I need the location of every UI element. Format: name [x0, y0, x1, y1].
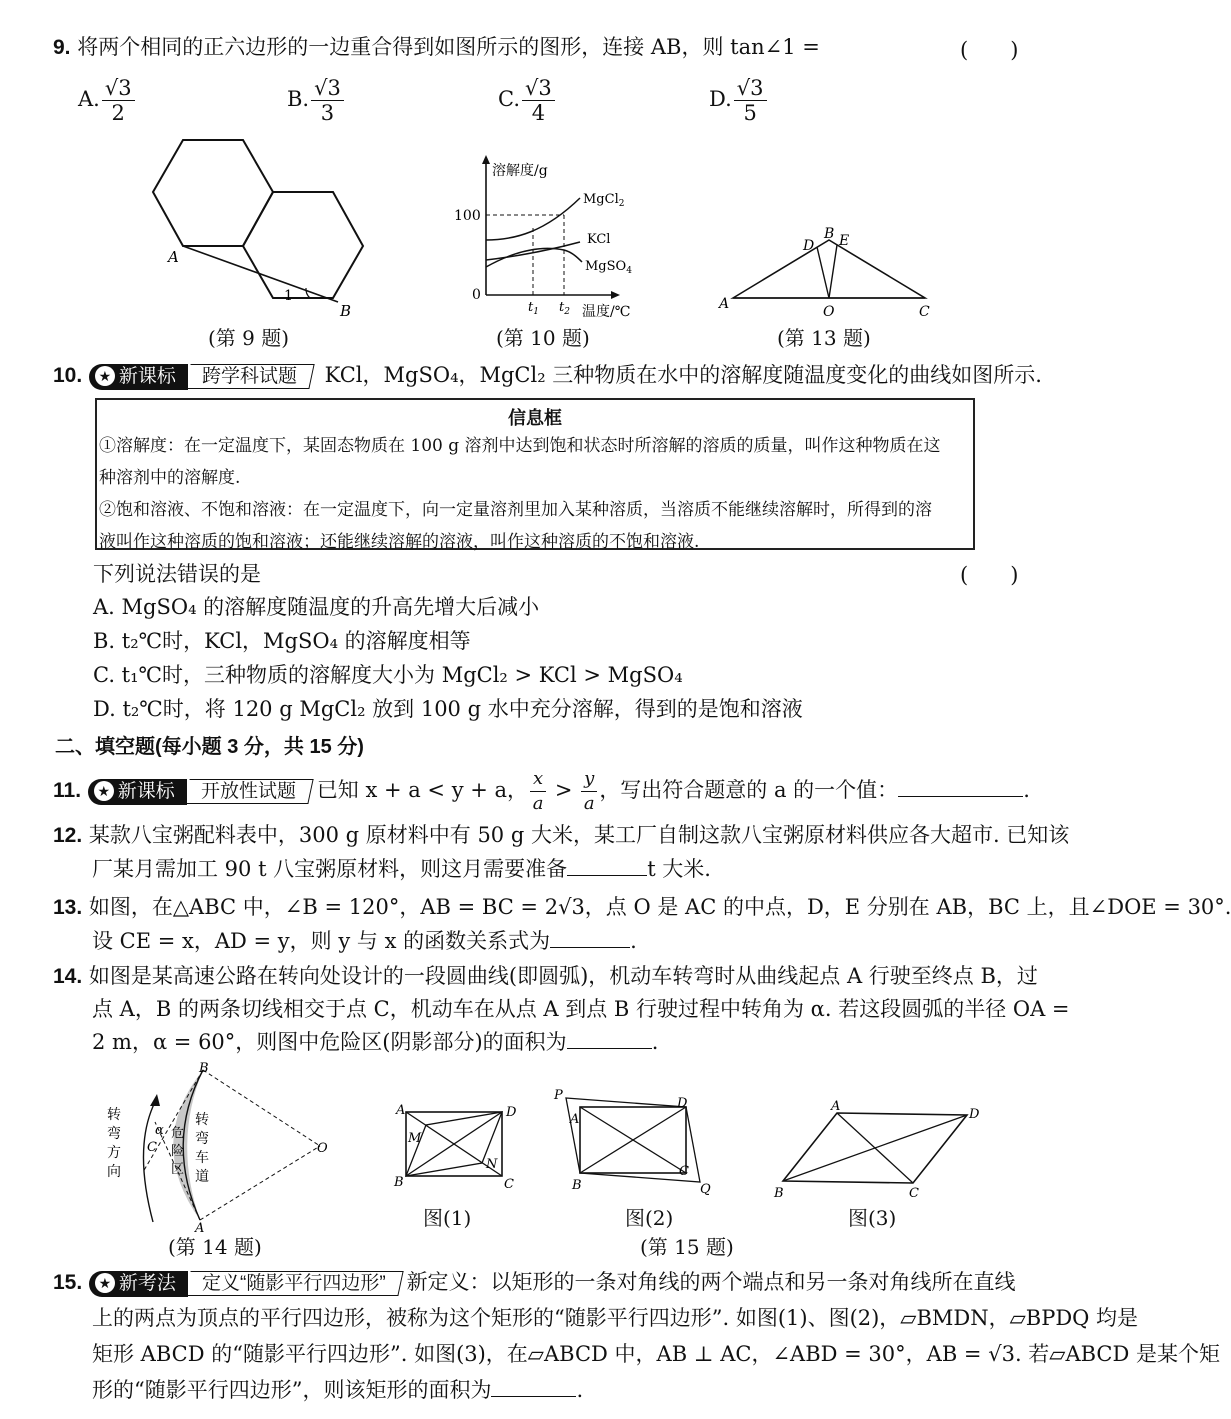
answer-paren: ( )	[960, 38, 1019, 62]
question-text: .	[651, 1030, 659, 1054]
label-n: N	[486, 1157, 498, 1172]
label-a: A	[195, 1221, 205, 1236]
series-label-kcl: KCl	[587, 232, 611, 247]
option-label: D.	[709, 87, 732, 111]
question-text: 厂某月需加工 90 t 八宝粥原材料，则这月需要准备	[92, 857, 568, 881]
q9-option-c	[498, 76, 557, 125]
label-c: C	[504, 1177, 514, 1192]
label-c: C	[919, 304, 930, 320]
label-b: B	[572, 1178, 582, 1193]
question-number: 14.	[53, 965, 83, 988]
q14-line3	[92, 1027, 658, 1057]
q11-stem	[53, 767, 1030, 816]
info-box	[95, 398, 975, 550]
question-text: .	[576, 1378, 584, 1402]
numerator: √3	[522, 76, 555, 101]
danger-char: 区	[171, 1162, 185, 1177]
label-angle-1: 1	[284, 288, 293, 304]
info-line: 种溶剂中的溶解度.	[99, 468, 241, 488]
section-heading: 二、填空题(每小题 3 分，共 15 分)	[55, 736, 364, 758]
denominator: a	[532, 793, 544, 814]
figure-caption: (第 13 题)	[777, 326, 871, 350]
star-icon: ★	[95, 1273, 115, 1293]
label-b: B	[199, 1061, 209, 1076]
answer-blank[interactable]	[567, 855, 647, 876]
q12-line1	[53, 820, 1069, 851]
q10-option-c: C. t₁℃时，三种物质的溶解度大小为 MgCl₂ > KCl > MgSO₄	[93, 663, 683, 687]
label-a: A	[168, 248, 179, 266]
option-label: A.	[78, 87, 100, 111]
q14-curve-figure	[95, 1061, 340, 1236]
y-axis-label: 溶解度/g	[492, 163, 548, 179]
question-number: 10.	[53, 364, 83, 387]
series-label-mgso4: MgSO$_4$	[585, 259, 632, 276]
tag-new-method	[89, 1271, 188, 1297]
tag-label: 新课标	[117, 780, 175, 802]
q15-figure-3	[765, 1095, 995, 1205]
direction-char: 弯	[107, 1126, 121, 1142]
figure-caption: 图(2)	[625, 1206, 674, 1230]
info-box-title: 信息框	[508, 408, 562, 429]
fraction-y-over-a	[581, 767, 597, 816]
danger-char: 险	[171, 1144, 185, 1159]
origin-label: 0	[472, 287, 481, 303]
star-icon: ★	[95, 366, 115, 386]
question-number: 15.	[53, 1271, 83, 1294]
angle-1-arc	[306, 288, 310, 298]
star-icon: ★	[94, 781, 114, 801]
numerator: √3	[311, 76, 344, 101]
segment-od	[817, 247, 829, 298]
label-a: A	[719, 296, 730, 312]
answer-blank[interactable]	[898, 776, 1023, 797]
fraction-x-over-a	[530, 767, 546, 816]
q15-figure-1	[390, 1100, 520, 1195]
q14-line1	[53, 961, 1038, 992]
q9-hexagon-figure	[140, 130, 380, 320]
label-p: P	[554, 1088, 563, 1103]
segment-ab	[183, 246, 338, 302]
numerator: √3	[734, 76, 767, 101]
y-axis-arrow	[482, 155, 490, 164]
denominator: a	[583, 793, 595, 814]
question-number: 12.	[53, 824, 83, 847]
diagonal-bd	[783, 1115, 967, 1181]
tag-label: 跨学科试题	[201, 366, 297, 387]
tag-open-question	[184, 779, 313, 804]
q10-option-b: B. t₂℃时，KCl，MgSO₄ 的溶解度相等	[93, 629, 471, 653]
question-number: 9.	[53, 36, 71, 59]
q9-option-b	[287, 76, 346, 125]
numerator: y	[581, 767, 597, 792]
figure-caption: 图(3)	[848, 1206, 897, 1230]
denominator: 3	[320, 101, 335, 125]
q10-option-d: D. t₂℃时，将 120 g MgCl₂ 放到 100 g 水中充分溶解，得到的是饱和溶液	[93, 697, 803, 721]
figure-caption: (第 9 题)	[208, 326, 290, 350]
option-label: B.	[287, 87, 310, 111]
triangle-abc	[733, 240, 925, 298]
direction-arrowhead	[150, 1094, 160, 1106]
inequality-sign: >	[548, 778, 580, 802]
segment-oe	[829, 245, 837, 298]
info-line: ①溶解度：在一定温度下，某固态物质在 100 g 溶剂中达到饱和状态时所溶解的溶质的质量，叫作这种物质在这	[99, 436, 941, 456]
denominator: 5	[743, 101, 757, 125]
option-fraction	[311, 76, 344, 125]
answer-blank[interactable]	[550, 927, 630, 948]
label-b: B	[394, 1175, 404, 1190]
label-c: C	[679, 1164, 689, 1179]
x-axis-arrow	[611, 291, 620, 299]
question-text: .	[630, 929, 637, 953]
direction-char: 转	[107, 1107, 121, 1123]
tag-new-curriculum	[89, 364, 188, 390]
lane-char: 弯	[195, 1131, 209, 1147]
tag-label: 新课标	[118, 365, 176, 387]
q10-solubility-figure	[440, 150, 670, 320]
question-text: 形的“随影平行四边形”，则该矩形的面积为	[92, 1378, 492, 1402]
label-b: B	[824, 226, 835, 242]
info-line: ②饱和溶液、不饱和溶液：在一定温度下，向一定量溶剂里加入某种溶质，当溶质不能继续溶解时，所得到的溶	[99, 500, 932, 520]
question-number: 11.	[53, 779, 82, 802]
label-d: D	[969, 1107, 980, 1122]
q15-line2: 上的两点为顶点的平行四边形，被称为这个矩形的“随影平行四边形”. 如图(1)、图(2)，▱BMDN，▱BPDQ 均是	[92, 1306, 1139, 1330]
direction-char: 方	[107, 1145, 121, 1161]
label-a: A	[396, 1103, 406, 1118]
direction-char: 向	[107, 1164, 121, 1180]
radius-oa	[200, 1146, 320, 1220]
info-line: 液叫作这种溶质的饱和溶液；还能继续溶解的溶液，叫作这种溶质的不饱和溶液.	[99, 532, 700, 552]
question-text: 如图，在△ABC 中，∠B = 120°，AB = BC = 2√3，点 O 是 AC 的中点，D，E 分别在 AB，BC 上，且∠DOE = 30°.	[88, 895, 1231, 919]
label-o: O	[823, 304, 835, 320]
answer-paren: ( )	[960, 563, 1019, 587]
q12-line2	[92, 854, 711, 884]
label-e: E	[839, 233, 850, 249]
answer-blank[interactable]	[567, 1028, 652, 1049]
label-a: A	[831, 1099, 841, 1114]
q13-line2	[92, 926, 637, 956]
tag-interdisciplinary	[185, 364, 314, 389]
answer-blank[interactable]	[491, 1376, 576, 1397]
q15-line3: 矩形 ABCD 的“随影平行四边形”. 如图(3)，在▱ABCD 中，AB ⊥ AC，∠ABD = 30°，AB = √3. 若▱ABCD 是某个矩	[92, 1342, 1221, 1366]
q13-line1	[53, 892, 1231, 923]
numerator: √3	[102, 76, 135, 101]
curve-mgcl2	[486, 198, 580, 240]
x-axis-label: 温度/℃	[582, 304, 631, 320]
tag-new-curriculum	[88, 779, 187, 805]
numerator: x	[530, 767, 546, 792]
option-fraction	[102, 76, 135, 125]
lane-char: 道	[195, 1169, 209, 1185]
label-m: M	[408, 1131, 422, 1146]
q15-figure-2	[550, 1085, 720, 1200]
hexagon-right	[243, 192, 363, 298]
figure-caption: (第 15 题)	[640, 1235, 734, 1259]
label-o: O	[317, 1141, 328, 1156]
label-d: D	[506, 1105, 517, 1120]
question-text: ，写出符合题意的 a 的一个值：	[599, 778, 899, 802]
question-text: 某款八宝粥配料表中，300 g 原材料中有 50 g 大米，某工厂自制这款八宝粥原材料供应各大超市. 已知该	[88, 823, 1070, 847]
option-fraction	[734, 76, 767, 125]
label-d: D	[677, 1096, 688, 1111]
label-c: C	[909, 1186, 919, 1201]
lane-char: 车	[195, 1150, 209, 1166]
q15-line4	[92, 1375, 583, 1405]
q9-option-d	[709, 76, 769, 125]
label-d: D	[803, 238, 815, 254]
question-text: 设 CE = x，AD = y，则 y 与 x 的函数关系式为	[92, 929, 551, 953]
figure-caption: (第 14 题)	[168, 1235, 262, 1259]
label-q: Q	[700, 1182, 711, 1197]
figure-caption: (第 10 题)	[496, 326, 590, 350]
q9-option-a	[78, 76, 137, 125]
hexagon-left	[153, 140, 273, 246]
label-alpha: α	[155, 1123, 164, 1138]
figure-caption: 图(1)	[423, 1206, 472, 1230]
question-number: 13.	[53, 896, 83, 919]
y-tick-100: 100	[454, 208, 481, 224]
question-text: KCl，MgSO₄，MgCl₂ 三种物质在水中的溶解度随温度变化的曲线如图所示.	[324, 363, 1042, 387]
period: .	[1023, 778, 1030, 802]
danger-char: 危	[171, 1126, 185, 1141]
series-label-mgcl2: MgCl$_2$	[583, 192, 625, 209]
question-text: t 大米.	[647, 857, 711, 881]
denominator: 2	[111, 101, 125, 125]
question-text: 已知 x + a < y + a，	[316, 778, 529, 802]
option-fraction	[522, 76, 555, 125]
tag-label: 新考法	[118, 1272, 176, 1294]
question-text: 2 m，α = 60°，则图中危险区(阴影部分)的面积为	[92, 1030, 567, 1054]
q13-triangle-figure	[715, 220, 945, 320]
tag-label: 定义“随影平行四边形”	[201, 1273, 386, 1294]
question-text: 新定义：以矩形的一条对角线的两个端点和另一条对角线所在直线	[406, 1270, 1016, 1294]
radius-ob	[203, 1070, 320, 1146]
q10-option-a: A. MgSO₄ 的溶解度随温度的升高先增大后减小	[93, 595, 540, 619]
label-a: A	[570, 1112, 580, 1127]
q9-stem	[53, 32, 820, 63]
tag-label: 开放性试题	[200, 781, 296, 802]
q14-line2: 点 A，B 的两条切线相交于点 C，机动车在从点 A 到点 B 行驶过程中转角为 α. 若这段圆弧的半径 OA =	[92, 997, 1070, 1021]
x-tick-t1: $t_1$	[528, 300, 539, 317]
lane-char: 转	[195, 1112, 209, 1128]
q10-stem	[53, 360, 1042, 391]
denominator: 4	[531, 101, 546, 125]
label-c: C	[147, 1140, 157, 1155]
label-b: B	[774, 1186, 784, 1201]
option-label: C.	[498, 87, 520, 111]
tag-definition	[185, 1271, 403, 1296]
q15-line1	[53, 1267, 1016, 1298]
q10-question: 下列说法错误的是	[93, 562, 261, 586]
question-text: 将两个相同的正六边形的一边重合得到如图所示的图形，连接 AB，则 tan∠1 =	[77, 35, 820, 59]
label-b: B	[340, 302, 352, 320]
question-text: 如图是某高速公路在转向处设计的一段圆曲线(即圆弧)，机动车转弯时从曲线起点 A 行驶至终点 B，过	[88, 964, 1038, 988]
x-tick-t2: $t_2$	[559, 300, 570, 317]
